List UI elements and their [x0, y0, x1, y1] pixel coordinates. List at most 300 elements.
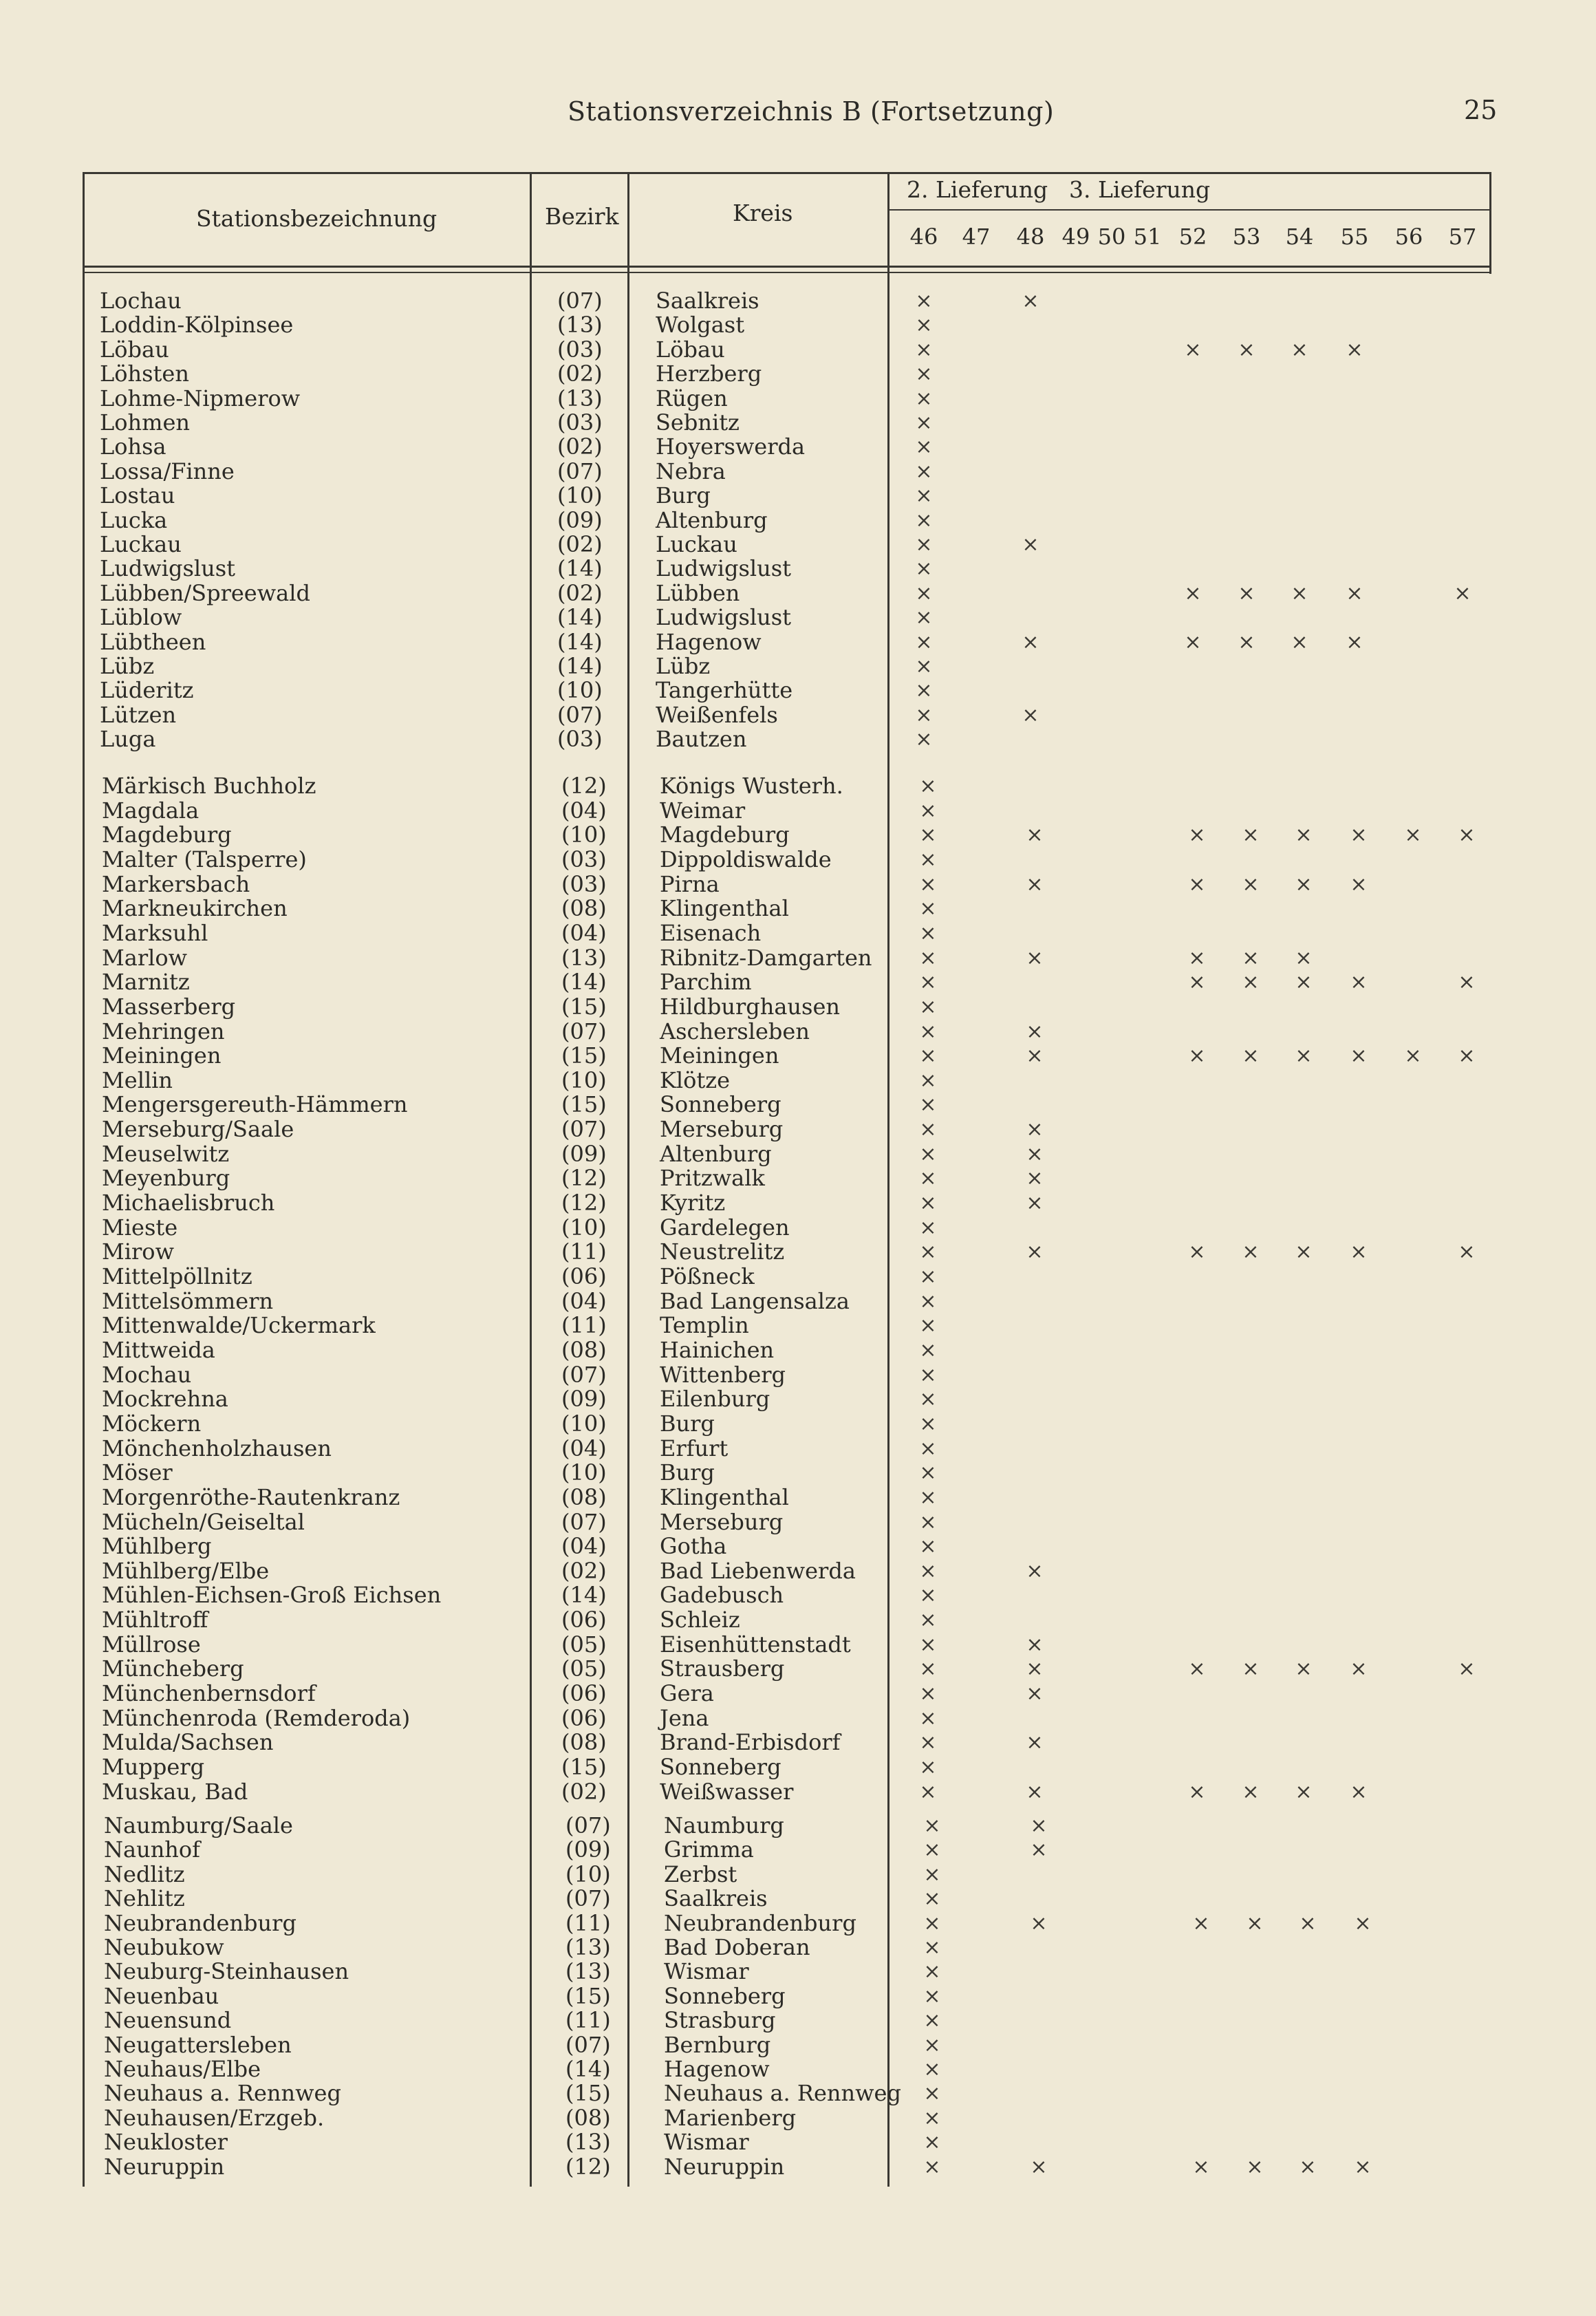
delivery-mark: × [1242, 1779, 1260, 1804]
bezirk-code: (07) [565, 1885, 611, 1912]
column-header: 53 [1232, 224, 1261, 250]
kreis-name: Lübben [656, 579, 740, 606]
delivery-mark: × [915, 605, 933, 630]
kreis-name: Ludwigslust [656, 555, 791, 582]
bezirk-code: (03) [561, 870, 607, 897]
delivery-mark: × [919, 1191, 937, 1216]
column-header: 47 [962, 224, 991, 250]
delivery-mark: × [1026, 823, 1044, 848]
bezirk-code: (09) [561, 1140, 607, 1167]
delivery-mark: × [1458, 970, 1476, 995]
delivery-mark: × [919, 847, 937, 872]
bezirk-code: (14) [561, 969, 607, 996]
col-divider-3 [887, 172, 889, 2187]
delivery-mark: × [919, 1314, 937, 1338]
delivery-mark: × [919, 1117, 937, 1142]
delivery-mark: × [1346, 581, 1363, 605]
delivery-mark: × [1030, 1911, 1048, 1936]
kreis-name: Schleiz [660, 1607, 740, 1633]
col-divider-1 [530, 172, 532, 2187]
station-name: Loddin-Kölpinsee [100, 312, 294, 339]
delivery-mark: × [919, 1534, 937, 1559]
station-name: Meuselwitz [102, 1140, 230, 1167]
station-name: Mulda/Sachsen [102, 1729, 274, 1756]
delivery-subheader-rule [889, 209, 1491, 211]
station-name: Mochau [102, 1361, 192, 1388]
bezirk-code: (14) [557, 628, 603, 655]
delivery-mark: × [1295, 970, 1313, 995]
kreis-name: Wismar [664, 2129, 749, 2156]
kreis-name: Merseburg [660, 1116, 784, 1143]
delivery-mark: × [919, 1068, 937, 1093]
bezirk-code: (07) [565, 1812, 611, 1838]
bezirk-code: (08) [561, 1483, 607, 1510]
station-name: Muskau, Bad [102, 1778, 248, 1805]
table-left-border [83, 172, 85, 2187]
delivery-mark: × [1192, 1911, 1210, 1936]
bezirk-code: (12) [561, 1165, 607, 1192]
station-name: Lübben/Spreewald [100, 579, 310, 606]
station-name: Müncheberg [102, 1655, 244, 1682]
column-header: 48 [1016, 224, 1045, 250]
kreis-name: Neubrandenburg [664, 1909, 856, 1936]
bezirk-code: (13) [557, 312, 603, 339]
kreis-name: Eilenburg [660, 1386, 770, 1413]
station-name: Marnitz [102, 969, 190, 996]
kreis-name: Neuruppin [664, 2153, 785, 2180]
kreis-name: Parchim [660, 969, 752, 996]
bezirk-code: (06) [561, 1263, 607, 1289]
column-header: 52 [1178, 224, 1207, 250]
delivery-mark: × [1299, 1911, 1317, 1936]
delivery-mark: × [1242, 1240, 1260, 1265]
kreis-name: Bernburg [664, 2031, 771, 2058]
station-name: Naunhof [104, 1836, 201, 1863]
bezirk-code: (10) [561, 1214, 607, 1241]
delivery-mark: × [1026, 1730, 1044, 1755]
bezirk-code: (15) [561, 993, 607, 1020]
delivery-mark: × [1026, 1019, 1044, 1044]
delivery-mark: × [923, 2008, 941, 2033]
delivery-mark: × [1026, 1779, 1044, 1804]
delivery-mark: × [915, 337, 933, 362]
col-divider-2 [627, 172, 629, 2187]
delivery-mark: × [1242, 945, 1260, 970]
station-name: Neuhaus/Elbe [104, 2056, 261, 2082]
station-name: Mellin [102, 1066, 173, 1093]
delivery-mark: × [923, 2057, 941, 2081]
delivery-mark: × [919, 1632, 937, 1657]
delivery-mark: × [1242, 970, 1260, 995]
station-name: Lucka [100, 506, 168, 533]
delivery-mark: × [1354, 2154, 1372, 2179]
kreis-name: Meiningen [660, 1042, 779, 1069]
delivery-mark: × [915, 435, 933, 460]
kreis-name: Rügen [656, 385, 728, 411]
delivery-mark: × [915, 581, 933, 605]
delivery-mark: × [1354, 1911, 1372, 1936]
kreis-name: Hagenow [664, 2056, 770, 2082]
delivery-mark: × [1188, 1240, 1206, 1265]
delivery-mark: × [1026, 1682, 1044, 1706]
station-name: Neuhausen/Erzgeb. [104, 2104, 325, 2131]
delivery-mark: × [1299, 2154, 1317, 2179]
delivery-mark: × [1026, 1191, 1044, 1216]
bezirk-code: (14) [557, 555, 603, 582]
delivery-mark: × [1295, 1779, 1313, 1804]
kreis-name: Marienberg [664, 2104, 797, 2131]
page-number: 25 [1464, 95, 1498, 125]
kreis-name: Zerbst [664, 1861, 737, 1887]
delivery-mark: × [919, 1411, 937, 1436]
delivery-mark: × [1454, 581, 1471, 605]
kreis-name: Eisenach [660, 919, 762, 946]
station-name: Lohme-Nipmerow [100, 385, 301, 411]
bezirk-code: (08) [561, 1336, 607, 1363]
kreis-name: Jena [660, 1704, 709, 1731]
bezirk-code: (08) [561, 895, 607, 922]
delivery-mark: × [919, 994, 937, 1019]
delivery-mark: × [919, 1779, 937, 1804]
bezirk-code: (04) [561, 797, 607, 824]
delivery-mark: × [1238, 630, 1255, 654]
delivery-mark: × [915, 459, 933, 484]
station-name: Lüblow [100, 604, 182, 631]
station-name: Masserberg [102, 993, 236, 1020]
delivery-mark: × [915, 533, 933, 557]
delivery-mark: × [1246, 2154, 1264, 2179]
kreis-name: Gera [660, 1680, 714, 1707]
station-name: Luckau [100, 531, 182, 557]
station-name: Mupperg [102, 1754, 205, 1780]
kreis-name: Strausberg [660, 1655, 785, 1682]
station-name: Mühlberg/Elbe [102, 1557, 270, 1584]
station-name: Lützen [100, 701, 177, 728]
kreis-name: Templin [660, 1312, 749, 1339]
delivery-mark: × [919, 1044, 937, 1069]
kreis-name: Weißenfels [656, 701, 778, 728]
bezirk-code: (08) [561, 1729, 607, 1756]
station-name: Neuhaus a. Rennweg [104, 2080, 341, 2107]
station-name: Meiningen [102, 1042, 222, 1069]
station-name: Naumburg/Saale [104, 1812, 293, 1838]
delivery-mark: × [1026, 1558, 1044, 1583]
delivery-mark: × [1026, 1117, 1044, 1142]
delivery-mark: × [919, 1019, 937, 1044]
delivery-mark: × [923, 2130, 941, 2155]
header-station: Stationsbezeichnung [196, 205, 438, 232]
kreis-name: Luckau [656, 531, 737, 557]
header-bezirk: Bezirk [545, 203, 619, 230]
kreis-name: Ribnitz-Damgarten [660, 944, 872, 971]
delivery-mark: × [919, 1657, 937, 1682]
delivery-mark: × [919, 1289, 937, 1314]
delivery-mark: × [915, 654, 933, 678]
delivery-mark: × [915, 411, 933, 435]
delivery-mark: × [919, 1583, 937, 1608]
bezirk-code: (06) [561, 1680, 607, 1707]
delivery-mark: × [1026, 1240, 1044, 1265]
delivery-mark: × [1026, 1044, 1044, 1069]
station-name: Morgenröthe-Rautenkranz [102, 1483, 400, 1510]
kreis-name: Wismar [664, 1958, 749, 1985]
kreis-name: Bad Langensalza [660, 1287, 850, 1314]
kreis-name: Nebra [656, 458, 726, 484]
bezirk-code: (10) [561, 1066, 607, 1093]
header-bottom-rule-2 [83, 272, 1491, 273]
delivery-mark: × [915, 557, 933, 581]
column-header: 55 [1340, 224, 1369, 250]
station-name: Neukloster [104, 2129, 228, 2156]
bezirk-code: (13) [565, 2129, 611, 2156]
station-name: Mockrehna [102, 1386, 228, 1413]
kreis-name: Altenburg [656, 506, 768, 533]
delivery-mark: × [1458, 823, 1476, 848]
bezirk-code: (15) [565, 1982, 611, 2009]
station-name: Neuenbau [104, 1982, 219, 2009]
kreis-name: Bautzen [656, 726, 747, 753]
bezirk-code: (07) [557, 458, 603, 484]
bezirk-code: (10) [557, 677, 603, 704]
delivery-mark: × [919, 1730, 937, 1755]
bezirk-code: (13) [565, 1958, 611, 1985]
bezirk-code: (07) [565, 2031, 611, 2058]
delivery-mark: × [1188, 1657, 1206, 1682]
delivery-mark: × [1404, 823, 1422, 848]
header-lieferung-3: 3. Lieferung [1069, 176, 1211, 203]
kreis-name: Bad Doberan [664, 1934, 810, 1960]
bezirk-code: (07) [561, 1361, 607, 1388]
delivery-mark: × [1350, 970, 1368, 995]
bezirk-code: (14) [565, 2056, 611, 2082]
delivery-mark: × [919, 823, 937, 848]
delivery-mark: × [919, 1706, 937, 1730]
station-name: Luga [100, 726, 156, 753]
delivery-mark: × [1030, 2154, 1048, 2179]
station-name: Merseburg/Saale [102, 1116, 294, 1143]
delivery-mark: × [919, 798, 937, 823]
delivery-mark: × [1026, 1141, 1044, 1166]
delivery-mark: × [1291, 581, 1308, 605]
delivery-mark: × [915, 630, 933, 654]
station-name: Mühlen-Eichsen-Groß Eichsen [102, 1582, 442, 1609]
delivery-mark: × [1188, 823, 1206, 848]
delivery-mark: × [923, 1814, 941, 1838]
delivery-mark: × [915, 313, 933, 338]
delivery-mark: × [919, 1558, 937, 1583]
delivery-mark: × [919, 945, 937, 970]
station-name: Mengersgereuth-Hämmern [102, 1091, 408, 1118]
kreis-name: Brand-Erbisdorf [660, 1729, 841, 1756]
station-name: Nedlitz [104, 1861, 185, 1887]
delivery-mark: × [915, 289, 933, 313]
kreis-name: Burg [660, 1459, 715, 1486]
delivery-mark: × [915, 362, 933, 387]
delivery-mark: × [1291, 337, 1308, 362]
kreis-name: Naumburg [664, 1812, 784, 1838]
station-name: Mönchenholzhausen [102, 1435, 332, 1461]
column-header: 57 [1448, 224, 1477, 250]
delivery-mark: × [923, 2081, 941, 2106]
delivery-mark: × [923, 1862, 941, 1887]
station-name: Marlow [102, 944, 188, 971]
column-header: 46 [909, 224, 938, 250]
delivery-mark: × [919, 1608, 937, 1633]
delivery-mark: × [1350, 1779, 1368, 1804]
station-name: Malter (Talsperre) [102, 846, 307, 872]
bezirk-code: (11) [561, 1312, 607, 1339]
delivery-mark: × [1242, 872, 1260, 897]
delivery-mark: × [919, 774, 937, 798]
delivery-mark: × [919, 872, 937, 897]
bezirk-code: (10) [565, 1861, 611, 1887]
station-name: Marksuhl [102, 919, 208, 946]
delivery-mark: × [1458, 1240, 1476, 1265]
delivery-mark: × [919, 1461, 937, 1486]
delivery-mark: × [1188, 945, 1206, 970]
bezirk-code: (07) [561, 1116, 607, 1143]
station-name: Mühltroff [102, 1607, 208, 1633]
kreis-name: Wolgast [656, 312, 745, 339]
delivery-mark: × [919, 1338, 937, 1362]
delivery-mark: × [1022, 630, 1039, 654]
kreis-name: Bad Liebenwerda [660, 1557, 856, 1584]
delivery-mark: × [923, 1984, 941, 2008]
station-name: Mühlberg [102, 1533, 212, 1560]
delivery-mark: × [915, 484, 933, 508]
delivery-mark: × [915, 508, 933, 533]
station-name: Möckern [102, 1410, 202, 1437]
delivery-mark: × [1295, 945, 1313, 970]
station-name: Neubrandenburg [104, 1909, 296, 1936]
kreis-name: Hagenow [656, 628, 762, 655]
bezirk-code: (06) [561, 1704, 607, 1731]
station-name: Mittenwalde/Uckermark [102, 1312, 376, 1339]
delivery-mark: × [1188, 1044, 1206, 1069]
bezirk-code: (15) [561, 1754, 607, 1780]
delivery-mark: × [1188, 970, 1206, 995]
station-name: Mieste [102, 1214, 178, 1241]
delivery-mark: × [923, 1960, 941, 1984]
station-name: Mittelsömmern [102, 1287, 274, 1314]
bezirk-code: (07) [557, 288, 603, 314]
bezirk-code: (05) [561, 1655, 607, 1682]
delivery-mark: × [919, 1510, 937, 1534]
station-name: Mirow [102, 1239, 174, 1265]
kreis-name: Klingenthal [660, 1483, 789, 1510]
bezirk-code: (07) [561, 1018, 607, 1044]
delivery-mark: × [1192, 2154, 1210, 2179]
bezirk-code: (14) [561, 1582, 607, 1609]
bezirk-code: (11) [565, 2007, 611, 2034]
delivery-mark: × [919, 1166, 937, 1191]
delivery-mark: × [1242, 1044, 1260, 1069]
bezirk-code: (10) [561, 1410, 607, 1437]
delivery-mark: × [919, 1485, 937, 1510]
delivery-mark: × [919, 1755, 937, 1779]
bezirk-code: (09) [557, 506, 603, 533]
station-name: Nehlitz [104, 1885, 185, 1912]
delivery-mark: × [919, 1141, 937, 1166]
station-name: Mehringen [102, 1018, 225, 1044]
delivery-mark: × [1022, 533, 1039, 557]
station-name: Löbau [100, 336, 169, 363]
delivery-mark: × [919, 1093, 937, 1117]
column-header: 54 [1285, 224, 1314, 250]
delivery-mark: × [1022, 289, 1039, 313]
column-header: 51 [1133, 224, 1162, 250]
kreis-name: Magdeburg [660, 822, 790, 848]
station-name: Lostau [100, 482, 175, 509]
kreis-name: Pirna [660, 870, 720, 897]
station-name: Lübz [100, 653, 155, 679]
kreis-name: Kyritz [660, 1190, 726, 1216]
kreis-name: Neustrelitz [660, 1239, 785, 1265]
kreis-name: Eisenhüttenstadt [660, 1631, 851, 1658]
delivery-mark: × [1026, 872, 1044, 897]
delivery-mark: × [1026, 1657, 1044, 1682]
delivery-mark: × [1350, 1240, 1368, 1265]
delivery-mark: × [919, 897, 937, 921]
delivery-mark: × [1238, 337, 1255, 362]
kreis-name: Aschersleben [660, 1018, 810, 1044]
delivery-mark: × [1295, 823, 1313, 848]
bezirk-code: (04) [561, 1435, 607, 1461]
kreis-name: Strasburg [664, 2007, 776, 2034]
delivery-mark: × [923, 2154, 941, 2179]
delivery-mark: × [1188, 872, 1206, 897]
kreis-name: Königs Wusterh. [660, 773, 843, 799]
bezirk-code: (03) [557, 409, 603, 436]
delivery-mark: × [1295, 1657, 1313, 1682]
kreis-name: Sonneberg [664, 1982, 786, 2009]
delivery-mark: × [915, 703, 933, 727]
station-name: Mittelpöllnitz [102, 1263, 252, 1289]
bezirk-code: (11) [561, 1239, 607, 1265]
bezirk-code: (02) [557, 531, 603, 557]
station-name: Lossa/Finne [100, 458, 235, 484]
bezirk-code: (07) [561, 1508, 607, 1535]
station-table [83, 165, 1491, 2187]
kreis-name: Saalkreis [656, 288, 759, 314]
delivery-mark: × [919, 1215, 937, 1240]
station-name: Lohmen [100, 409, 191, 436]
bezirk-code: (12) [561, 1190, 607, 1216]
kreis-name: Hildburghausen [660, 993, 840, 1020]
bezirk-code: (15) [561, 1042, 607, 1069]
bezirk-code: (04) [561, 919, 607, 946]
delivery-mark: × [1346, 337, 1363, 362]
table-top-border [83, 172, 1491, 174]
delivery-mark: × [919, 1362, 937, 1387]
delivery-mark: × [1350, 872, 1368, 897]
station-name: Michaelisbruch [102, 1190, 275, 1216]
station-name: Lohsa [100, 433, 166, 460]
bezirk-code: (13) [565, 1934, 611, 1960]
station-name: Markersbach [102, 870, 250, 897]
kreis-name: Herzberg [656, 361, 762, 387]
delivery-mark: × [1026, 1166, 1044, 1191]
bezirk-code: (02) [557, 433, 603, 460]
kreis-name: Löbau [656, 336, 725, 363]
column-header: 50 [1097, 224, 1126, 250]
station-name: Mücheln/Geiseltal [102, 1508, 305, 1535]
delivery-mark: × [915, 678, 933, 703]
delivery-mark: × [1350, 823, 1368, 848]
delivery-mark: × [1350, 1044, 1368, 1069]
kreis-name: Burg [660, 1410, 715, 1437]
bezirk-code: (13) [561, 944, 607, 971]
